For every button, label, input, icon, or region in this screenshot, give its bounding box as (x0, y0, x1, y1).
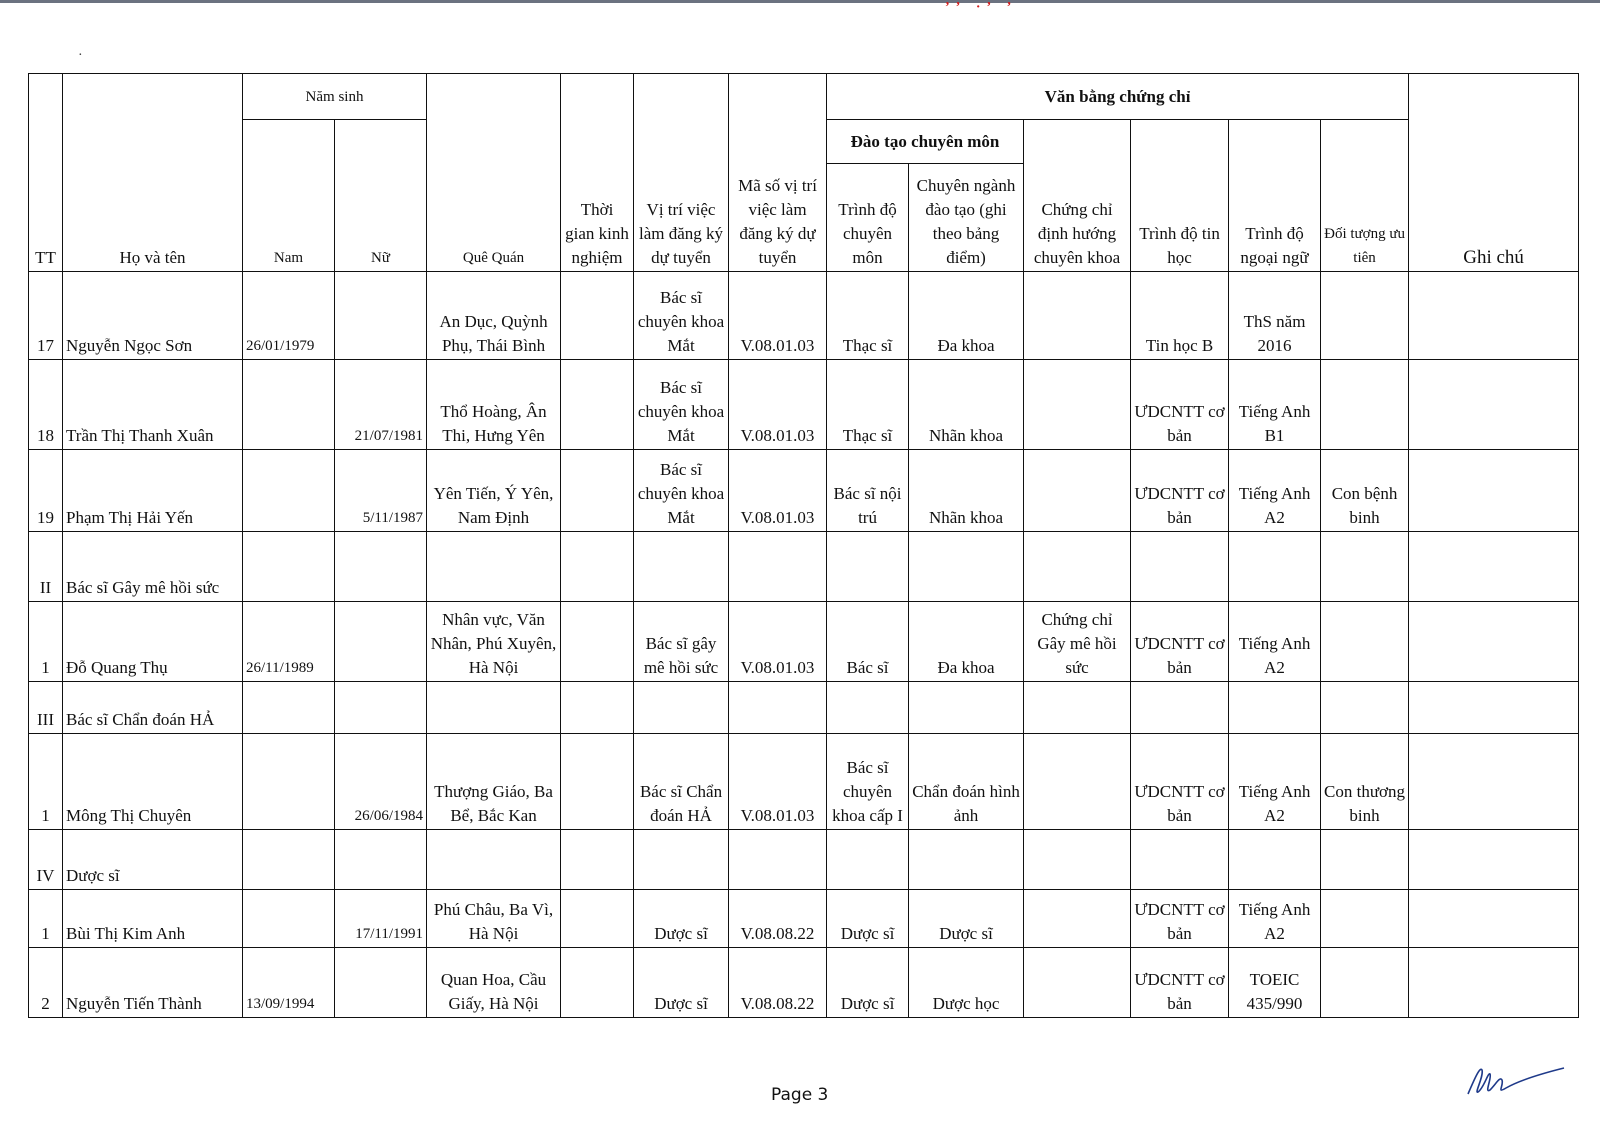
empty-cell (561, 830, 634, 890)
row-specialty-cert (1024, 360, 1131, 450)
row-hometown: Thượng Giáo, Ba Bể, Bắc Kan (427, 734, 561, 830)
row-it-level: ƯDCNTT cơ bản (1131, 450, 1229, 532)
empty-cell (335, 532, 427, 602)
row-birth-female: 17/11/1991 (335, 890, 427, 948)
row-experience (561, 890, 634, 948)
row-birth-male (243, 734, 335, 830)
section-number: IV (29, 830, 63, 890)
row-priority: Con bệnh binh (1321, 450, 1409, 532)
table-row (29, 450, 1579, 532)
section-number: III (29, 682, 63, 734)
row-major: Nhãn khoa (909, 360, 1024, 450)
section-row (29, 682, 1579, 734)
row-lang-level: ThS năm 2016 (1229, 272, 1321, 360)
empty-cell (909, 682, 1024, 734)
row-lang-level: Tiếng Anh A2 (1229, 734, 1321, 830)
table-row (29, 602, 1579, 682)
row-experience (561, 602, 634, 682)
empty-cell (1229, 532, 1321, 602)
table-row (29, 360, 1579, 450)
row-position: Dược sĩ (634, 948, 729, 1018)
red-stamp-fragment: ʼʼ ·ʼ ʼ (945, 0, 1018, 15)
row-level: Thạc sĩ (827, 272, 909, 360)
header-position: Vị trí việc làm đăng ký dự tuyển (634, 74, 729, 272)
row-tt: 1 (29, 602, 63, 682)
header-priority: Đối tượng ưu tiên (1321, 120, 1409, 272)
header-specialty-cert: Chứng chỉ định hướng chuyên khoa (1024, 120, 1131, 272)
row-tt: 18 (29, 360, 63, 450)
header-major: Chuyên ngành đào tạo (ghi theo bảng điểm) (909, 164, 1024, 272)
row-birth-male (243, 890, 335, 948)
row-position-code: V.08.01.03 (729, 360, 827, 450)
empty-cell (427, 682, 561, 734)
row-name: Phạm Thị Hải Yến (63, 450, 243, 532)
empty-cell (427, 830, 561, 890)
row-birth-male: 26/11/1989 (243, 602, 335, 682)
row-experience (561, 360, 634, 450)
section-number: II (29, 532, 63, 602)
row-birth-female: 26/06/1984 (335, 734, 427, 830)
row-note (1409, 360, 1579, 450)
row-birth-female (335, 272, 427, 360)
row-it-level: ƯDCNTT cơ bản (1131, 890, 1229, 948)
empty-cell (1024, 682, 1131, 734)
row-tt: 19 (29, 450, 63, 532)
row-it-level: ƯDCNTT cơ bản (1131, 360, 1229, 450)
table-body (29, 272, 1579, 1018)
row-birth-female: 5/11/1987 (335, 450, 427, 532)
row-hometown: Quan Hoa, Cầu Giấy, Hà Nội (427, 948, 561, 1018)
header-male: Nam (243, 120, 335, 272)
row-specialty-cert (1024, 272, 1131, 360)
row-experience (561, 734, 634, 830)
empty-cell (634, 830, 729, 890)
table-row (29, 272, 1579, 360)
row-name: Nguyễn Ngọc Sơn (63, 272, 243, 360)
row-position: Bác sĩ chuyên khoa Mắt (634, 360, 729, 450)
empty-cell (729, 830, 827, 890)
header-certificates: Văn bằng chứng chỉ (827, 74, 1409, 120)
row-position-code: V.08.01.03 (729, 602, 827, 682)
table-row (29, 734, 1579, 830)
row-birth-female (335, 948, 427, 1018)
empty-cell (1131, 532, 1229, 602)
row-note (1409, 602, 1579, 682)
row-level: Dược sĩ (827, 948, 909, 1018)
row-position-code: V.08.01.03 (729, 450, 827, 532)
header-name: Họ và tên (63, 74, 243, 272)
row-level: Dược sĩ (827, 890, 909, 948)
header-note: Ghi chú (1409, 74, 1579, 272)
row-hometown: An Dục, Quỳnh Phụ, Thái Bình (427, 272, 561, 360)
row-position-code: V.08.01.03 (729, 272, 827, 360)
row-level: Bác sĩ (827, 602, 909, 682)
row-note (1409, 948, 1579, 1018)
header-lang-level: Trình độ ngoại ngữ (1229, 120, 1321, 272)
row-position: Bác sĩ chuyên khoa Mắt (634, 272, 729, 360)
row-specialty-cert (1024, 450, 1131, 532)
row-name: Nguyễn Tiến Thành (63, 948, 243, 1018)
row-major: Đa khoa (909, 272, 1024, 360)
row-specialty-cert (1024, 948, 1131, 1018)
row-name: Đỗ Quang Thụ (63, 602, 243, 682)
table-row (29, 948, 1579, 1018)
row-birth-male: 13/09/1994 (243, 948, 335, 1018)
row-specialty-cert (1024, 734, 1131, 830)
row-position: Bác sĩ gây mê hồi sức (634, 602, 729, 682)
section-title: Bác sĩ Gây mê hồi sức (63, 532, 243, 602)
row-experience (561, 272, 634, 360)
row-tt: 1 (29, 890, 63, 948)
row-level: Thạc sĩ (827, 360, 909, 450)
header-birth-year: Năm sinh (243, 74, 427, 120)
row-note (1409, 272, 1579, 360)
row-name: Trần Thị Thanh Xuân (63, 360, 243, 450)
row-position: Bác sĩ Chẩn đoán HẢ (634, 734, 729, 830)
row-tt: 17 (29, 272, 63, 360)
row-level: Bác sĩ nội trú (827, 450, 909, 532)
empty-cell (561, 682, 634, 734)
row-major: Dược sĩ (909, 890, 1024, 948)
row-position: Dược sĩ (634, 890, 729, 948)
empty-cell (729, 532, 827, 602)
empty-cell (243, 682, 335, 734)
empty-cell (1024, 532, 1131, 602)
row-note (1409, 890, 1579, 948)
row-birth-male (243, 360, 335, 450)
row-lang-level: Tiếng Anh A2 (1229, 450, 1321, 532)
signature (1460, 1060, 1570, 1100)
table-row (29, 890, 1579, 948)
empty-cell (1131, 682, 1229, 734)
row-specialty-cert: Chứng chỉ Gây mê hồi sức (1024, 602, 1131, 682)
row-birth-female (335, 602, 427, 682)
section-row (29, 830, 1579, 890)
row-hometown: Nhân vực, Văn Nhân, Phú Xuyên, Hà Nội (427, 602, 561, 682)
row-major: Đa khoa (909, 602, 1024, 682)
row-birth-female: 21/07/1981 (335, 360, 427, 450)
header-level: Trình độ chuyên môn (827, 164, 909, 272)
empty-cell (1409, 682, 1579, 734)
empty-cell (335, 682, 427, 734)
row-lang-level: Tiếng Anh B1 (1229, 360, 1321, 450)
header-female: Nữ (335, 120, 427, 272)
row-major: Dược học (909, 948, 1024, 1018)
empty-cell (1229, 830, 1321, 890)
row-note (1409, 734, 1579, 830)
row-level: Bác sĩ chuyên khoa cấp I (827, 734, 909, 830)
row-birth-male (243, 450, 335, 532)
empty-cell (1024, 830, 1131, 890)
header-experience: Thời gian kinh nghiệm (561, 74, 634, 272)
scan-top-edge (0, 0, 1600, 3)
empty-cell (1131, 830, 1229, 890)
row-tt: 2 (29, 948, 63, 1018)
row-lang-level: Tiếng Anh A2 (1229, 890, 1321, 948)
empty-cell (729, 682, 827, 734)
empty-cell (1321, 682, 1409, 734)
row-position: Bác sĩ chuyên khoa Mắt (634, 450, 729, 532)
candidate-table (28, 73, 1579, 1018)
scan-speck: · (78, 48, 83, 63)
row-position-code: V.08.08.22 (729, 890, 827, 948)
row-hometown: Phú Châu, Ba Vì, Hà Nội (427, 890, 561, 948)
empty-cell (243, 532, 335, 602)
empty-cell (827, 830, 909, 890)
section-row (29, 532, 1579, 602)
empty-cell (634, 532, 729, 602)
empty-cell (1321, 830, 1409, 890)
empty-cell (243, 830, 335, 890)
row-it-level: Tin học B (1131, 272, 1229, 360)
row-priority (1321, 272, 1409, 360)
header-it-level: Trình độ tin học (1131, 120, 1229, 272)
header-position-code: Mã số vị trí việc làm đăng ký dự tuyển (729, 74, 827, 272)
row-priority (1321, 948, 1409, 1018)
header-hometown: Quê Quán (427, 74, 561, 272)
empty-cell (1229, 682, 1321, 734)
row-it-level: ƯDCNTT cơ bản (1131, 948, 1229, 1018)
empty-cell (335, 830, 427, 890)
row-tt: 1 (29, 734, 63, 830)
row-major: Nhãn khoa (909, 450, 1024, 532)
row-lang-level: TOEIC 435/990 (1229, 948, 1321, 1018)
section-title: Bác sĩ Chẩn đoán HẢ (63, 682, 243, 734)
header-tt: TT (29, 74, 63, 272)
row-experience (561, 450, 634, 532)
empty-cell (634, 682, 729, 734)
page-number: Page 3 (771, 1085, 829, 1105)
row-priority (1321, 602, 1409, 682)
row-name: Mông Thị Chuyên (63, 734, 243, 830)
row-hometown: Yên Tiến, Ý Yên, Nam Định (427, 450, 561, 532)
row-lang-level: Tiếng Anh A2 (1229, 602, 1321, 682)
row-specialty-cert (1024, 890, 1131, 948)
empty-cell (909, 532, 1024, 602)
section-title: Dược sĩ (63, 830, 243, 890)
row-experience (561, 948, 634, 1018)
empty-cell (1409, 830, 1579, 890)
row-priority (1321, 360, 1409, 450)
empty-cell (561, 532, 634, 602)
row-it-level: ƯDCNTT cơ bản (1131, 602, 1229, 682)
empty-cell (827, 682, 909, 734)
row-major: Chẩn đoán hình ảnh (909, 734, 1024, 830)
row-priority (1321, 890, 1409, 948)
row-position-code: V.08.08.22 (729, 948, 827, 1018)
empty-cell (427, 532, 561, 602)
empty-cell (1321, 532, 1409, 602)
row-it-level: ƯDCNTT cơ bản (1131, 734, 1229, 830)
empty-cell (909, 830, 1024, 890)
row-name: Bùi Thị Kim Anh (63, 890, 243, 948)
row-position-code: V.08.01.03 (729, 734, 827, 830)
row-hometown: Thổ Hoàng, Ân Thi, Hưng Yên (427, 360, 561, 450)
row-birth-male: 26/01/1979 (243, 272, 335, 360)
empty-cell (827, 532, 909, 602)
header-training: Đào tạo chuyên môn (827, 120, 1024, 164)
row-priority: Con thương binh (1321, 734, 1409, 830)
row-note (1409, 450, 1579, 532)
empty-cell (1409, 532, 1579, 602)
